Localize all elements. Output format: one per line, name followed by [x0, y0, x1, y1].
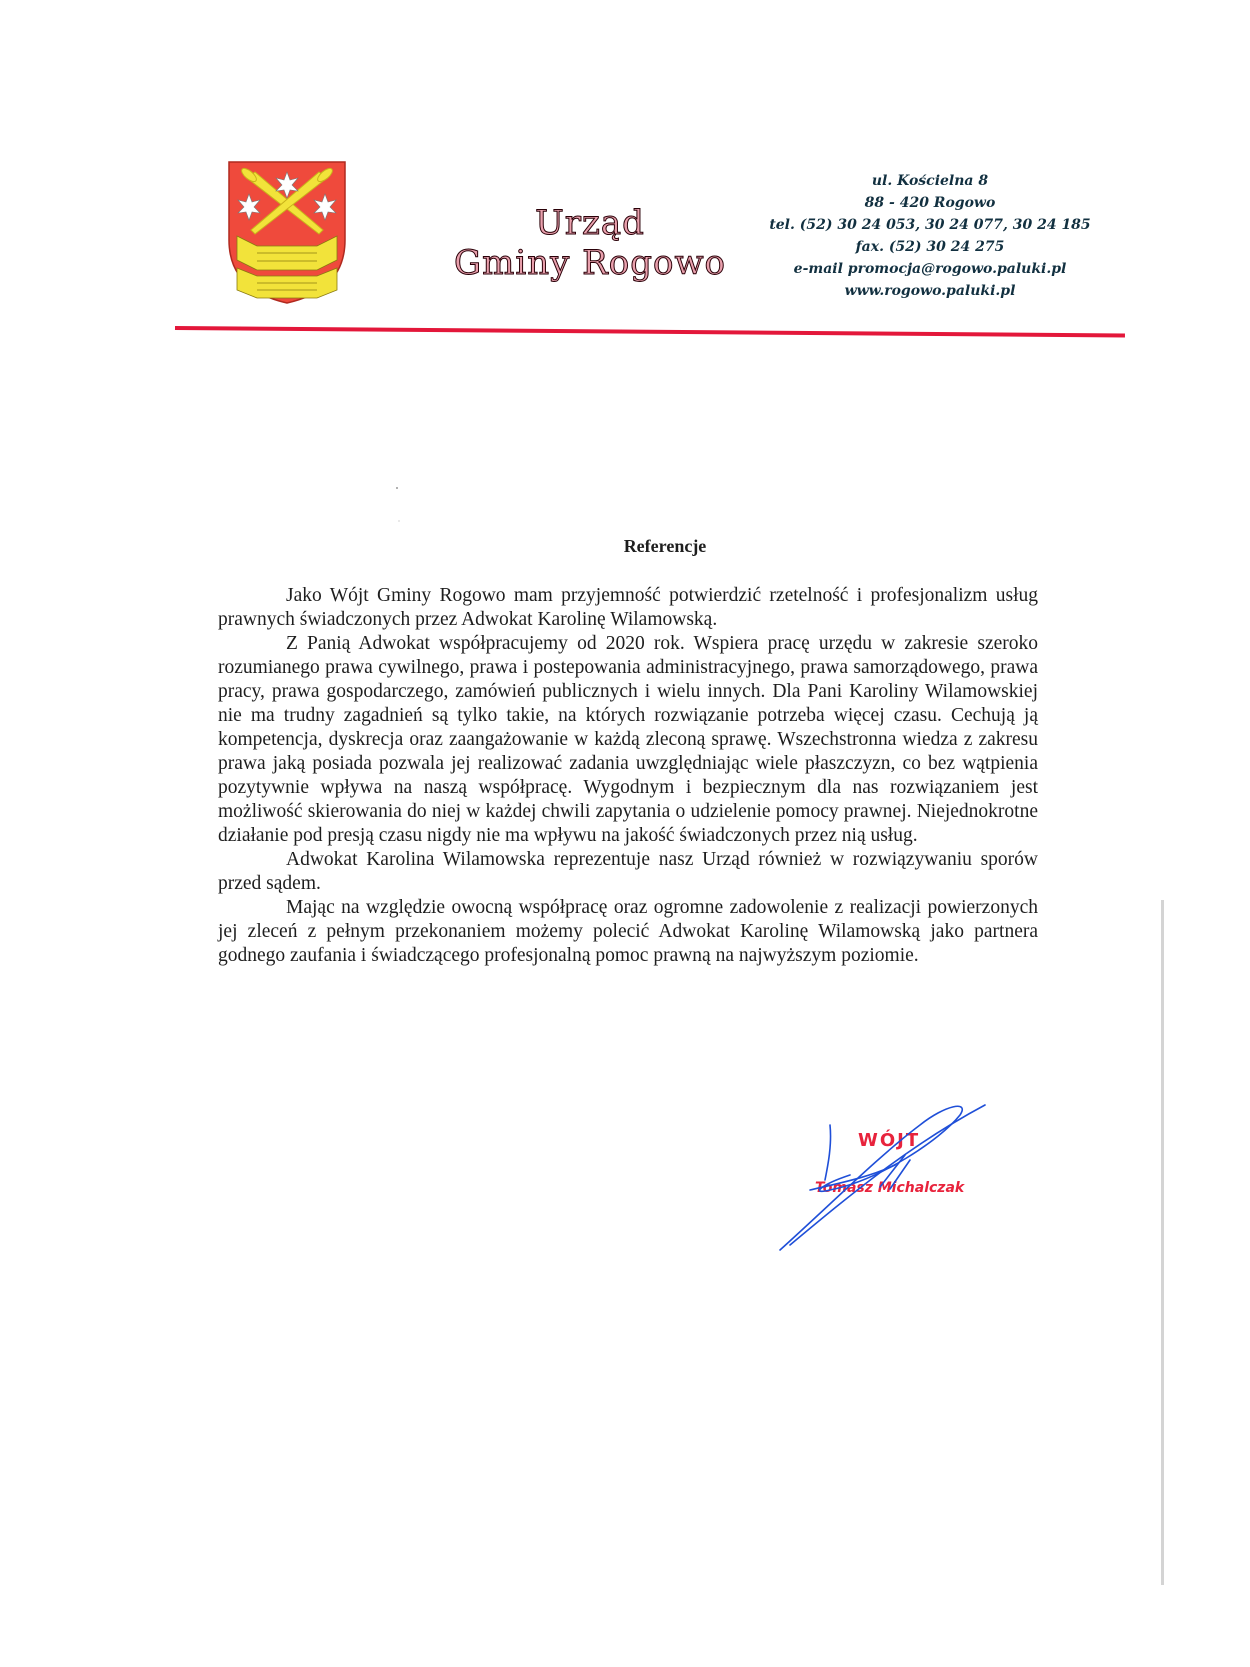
phone-numbers: tel. (52) 30 24 053, 30 24 077, 30 24 185 [769, 217, 1091, 233]
email-address: e-mail promocja@rogowo.paluki.pl [793, 261, 1067, 277]
street-address: ul. Kościelna 8 [871, 173, 989, 189]
website-address: www.rogowo.paluki.pl [844, 283, 1016, 299]
scan-artifact [396, 487, 398, 489]
scan-edge-line [1161, 900, 1164, 1585]
coat-of-arms-icon [227, 160, 347, 305]
stamp-title: WÓJT [858, 1130, 921, 1151]
org-name-line-1: Urząd [535, 203, 645, 243]
paragraph: Z Panią Adwokat współpracujemy od 2020 rok. Wspiera pracę urzędu w zakresie szeroko rozumianego prawa cywilnego, prawa i postepowania administracyjnego, prawa samorządowego, prawa pracy, prawa gospodarczego, zamówień publicznych i wielu innych. Dla Pani Karoliny Wilamowskiej nie ma trudny zagadnień są tylko takie, na których rozwiązanie potrzeba więcej czasu. Cechują ją kompetencja, dyskrecja oraz zaangażowanie w każdą zleconą sprawę. Wszechstronna wiedza z zakresu prawa jaką posiada pozwala jej realizować zadania uwzględniając wiele płaszczyzn, co bez wątpienia pozytywnie wpływa na naszą współpracę. Wygodnym i bezpiecznym dla nas rozwiązaniem jest możliwość skierowania do niej w każdej chwili zapytania o udzielenie pomocy prawnej. Niejednokrotne działanie pod presją czasu nigdy nie ma wpływu na jakość świadczonych przez nią usług. [218, 633, 1038, 846]
stamp-name: Tomasz Michalczak [815, 1180, 965, 1196]
org-name-line-2: Gminy Rogowo [453, 243, 727, 283]
organization-name [400, 203, 780, 283]
fax-number: fax. (52) 30 24 275 [855, 239, 1005, 255]
contact-block [760, 170, 1100, 302]
postal-address: 88 - 420 Rogowo [864, 195, 996, 211]
scan-artifact [398, 520, 400, 522]
paragraph: Mając na względzie owocną współpracę oraz ogromne zadowolenie z realizacji powierzonych jej zleceń z pełnym przekonaniem możemy polecić Adwokat Karolinę Wilamowską jako partnera godnego zaufania i świadczącego profesjonalną pomoc prawną na najwyższym poziomie. [218, 897, 1038, 966]
document-title: Referencje [623, 536, 707, 556]
paragraph: Jako Wójt Gminy Rogowo mam przyjemność potwierdzić rzetelność i profesjonalizm usług prawnych świadczonych przez Adwokat Karolinę Wilamowską. [218, 585, 1038, 630]
header-divider [175, 326, 1125, 337]
paragraph: Adwokat Karolina Wilamowska reprezentuje nasz Urząd również w rozwiązywaniu sporów przed sądem. [218, 849, 1038, 894]
letter-body [218, 584, 1038, 968]
handwritten-signature-icon [770, 1095, 1000, 1260]
